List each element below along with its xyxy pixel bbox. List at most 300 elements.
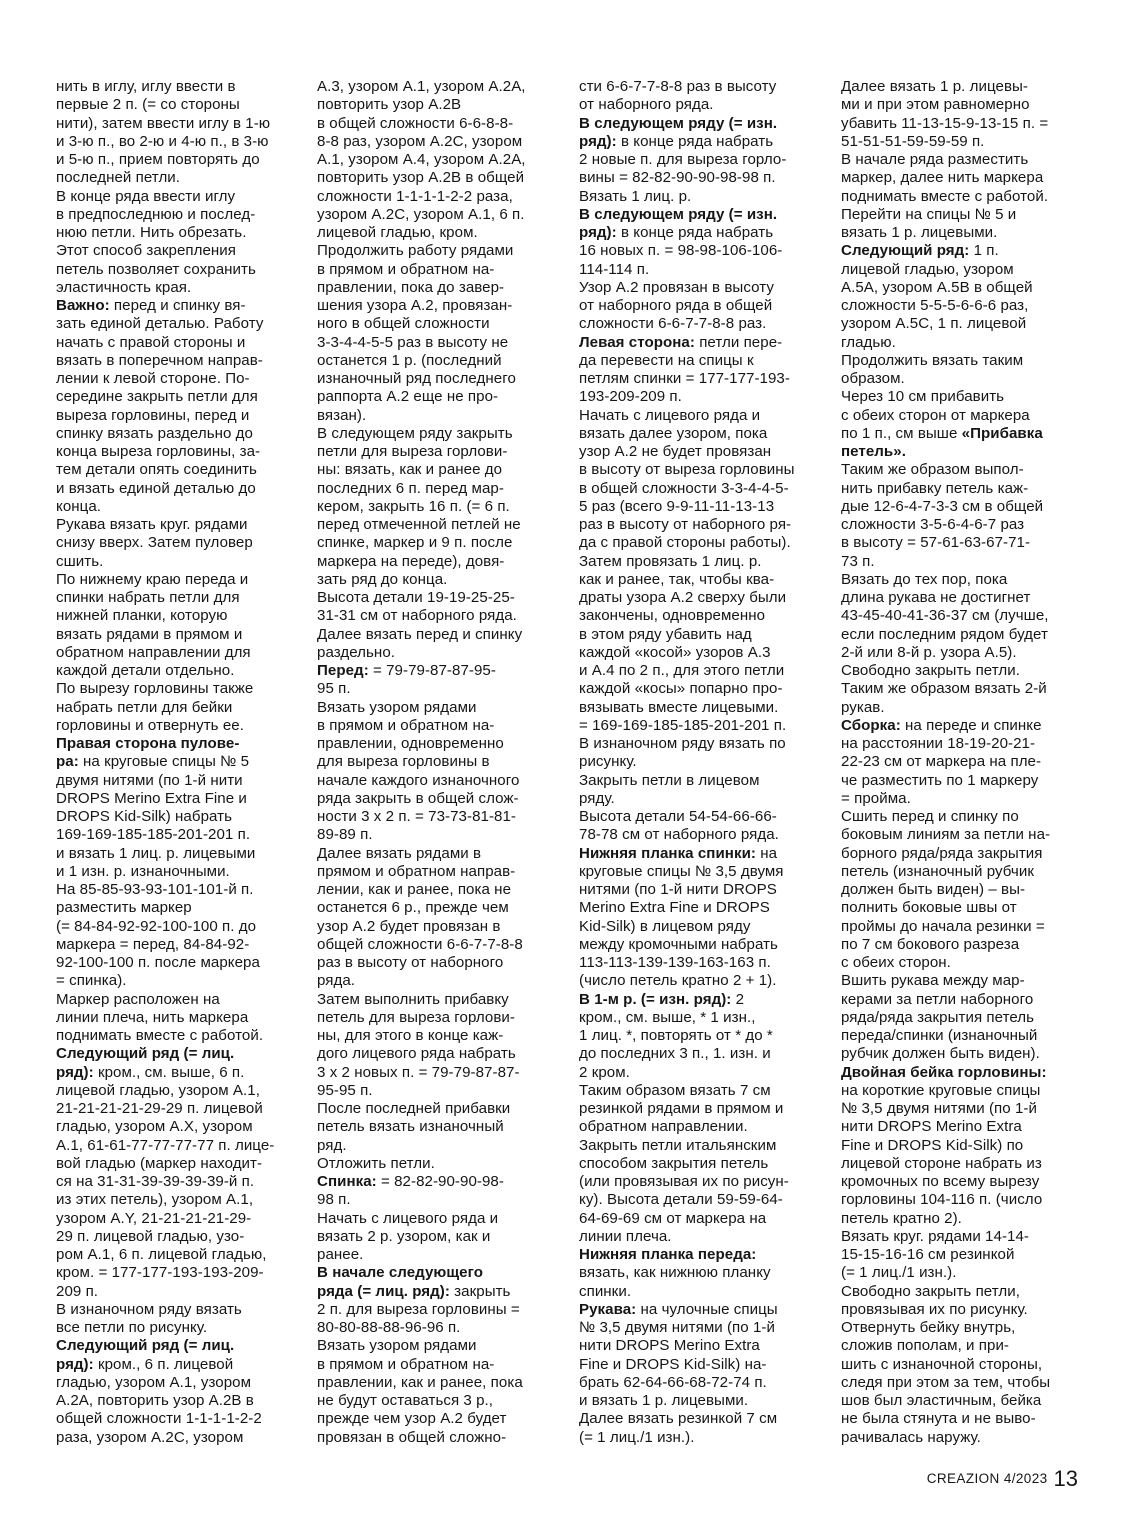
text-line: вязать далее узором, пока — [579, 424, 768, 442]
text-line — [579, 115, 815, 133]
text-line: лицевой гладью, узором А.1, — [56, 1081, 260, 1099]
text-line: 73 п. — [841, 552, 875, 570]
text-line: петлям спинки = 177-177-193- — [579, 370, 790, 387]
text-line: в прямом и обратном на- — [317, 716, 495, 734]
text-line: раздельно. — [317, 643, 396, 661]
text-line: Рукава: на чулочные спицы — [579, 1300, 778, 1318]
bold-run: Правая сторона пулове- — [56, 735, 240, 752]
text-line: для выреза горловины в — [317, 753, 490, 771]
text-line: гладью, узором А.X, узором — [56, 1118, 253, 1136]
text-line: до последних 3 п., 1. изн. и — [579, 1045, 771, 1063]
text-line: (число петель кратно 2 + 1). — [579, 972, 777, 990]
bold-run: Спинка: — [317, 1173, 377, 1190]
text-line: горловины и отвернуть ее. — [56, 716, 244, 734]
text-line: петель (изнаночный рубчик — [841, 862, 1034, 880]
bold-run: ряд): — [579, 224, 617, 241]
text-line: Отвернуть бейку внутрь, — [841, 1319, 1016, 1336]
text-line: боковым линиям за петли на- — [841, 826, 1051, 844]
text-line: да перевести на спицы к — [579, 351, 754, 369]
text-line: вязать в поперечном направ- — [56, 351, 263, 369]
text-line: № 3,5 двумя нитями (по 1-й — [841, 1100, 1037, 1117]
text-line: Следующий ряд: 1 п. — [841, 242, 999, 260]
text-line: 29 п. лицевой гладью, узо- — [56, 1227, 245, 1245]
text-line: повторить узор А.2В в общей — [317, 169, 525, 187]
text-line: А.5А, узором А.5В в общей — [841, 278, 1033, 296]
bold-run: Следующий ряд (= лиц. — [56, 1045, 235, 1063]
text-line: ранее. — [317, 1246, 364, 1263]
text-line: линии плеча, нить маркера — [56, 1008, 249, 1026]
text-line: лицевой гладью, узором — [841, 260, 1014, 278]
page-number: 13 — [1053, 1466, 1078, 1491]
text-line: останется 1 р. (последний — [317, 351, 502, 369]
text-line: узором А.Y, 21-21-21-21-29- — [56, 1209, 252, 1227]
text-line: разместить маркер — [56, 899, 192, 917]
text-line: А.1, узором А.4, узором А.2А, — [317, 151, 526, 168]
text-line: конца выреза горловины, за- — [56, 443, 261, 460]
text-line: и вязать единой деталью до — [56, 479, 256, 497]
text-line: Затем выполнить прибавку — [317, 990, 509, 1008]
text-column-2 — [317, 78, 553, 1447]
text-line: провязывая их по рисунку. — [841, 1300, 1028, 1318]
text-column-3 — [579, 78, 815, 1447]
text-line: вязать 1 р. лицевыми. — [841, 224, 998, 241]
text-line: должен быть виден) – вы- — [841, 881, 1026, 898]
text-line: По нижнему краю переда и — [56, 570, 249, 588]
text-line: петли для выреза горлови- — [317, 443, 508, 460]
text-line: нить в иглу, иглу ввести в — [56, 78, 236, 95]
bold-run: Нижняя планка переда: — [579, 1246, 757, 1263]
text-line: полнить боковые швы от — [841, 899, 1017, 917]
text-line: 95-95 п. — [317, 1081, 373, 1099]
text-line: 5 раз (всего 9-9-11-11-13-13 — [579, 497, 775, 515]
bold-run: Левая сторона: — [579, 333, 695, 351]
text-line: В начале ряда разместить — [841, 151, 1029, 168]
text-line: правлении, одновременно — [317, 735, 504, 752]
text-line: узором А.5С, 1 п. лицевой — [841, 315, 1027, 333]
text-line: Вязать 1 лиц. р. — [579, 187, 692, 205]
text-line: по 7 см бокового разреза — [841, 935, 1020, 953]
text-line: В конце ряда ввести иглу — [56, 187, 236, 205]
text-line: Спинка: = 82-82-90-90-98- — [317, 1173, 504, 1190]
text-line: DROPS Merino Extra Fine и — [56, 789, 247, 807]
text-line: узор А.2 будет провязан в — [317, 917, 501, 935]
text-line: ку). Высота детали 59-59-64- — [579, 1191, 783, 1209]
text-line: маркера на переде), довя- — [317, 552, 505, 570]
text-line: гладью, узором А.1, узором — [56, 1373, 252, 1391]
text-line: (= 84-84-92-92-100-100 п. до — [56, 917, 257, 935]
text-line: спинки. — [579, 1282, 632, 1300]
text-line: каждой детали отдельно. — [56, 662, 235, 679]
text-line: вязать 2 р. узором, как и — [317, 1227, 491, 1245]
text-line: сложности 3-5-6-4-6-7 раз — [841, 516, 1025, 533]
text-line: Отложить петли. — [317, 1154, 435, 1172]
text-line: узором А.2С, узором А.1, 6 п. — [317, 205, 525, 223]
text-line: каждой «косы» попарно про- — [579, 680, 783, 698]
text-line: перед отмеченной петлей не — [317, 516, 521, 533]
text-line: нижней планки, которую — [56, 607, 228, 625]
text-line: После последней прибавки — [317, 1100, 511, 1117]
text-line: (= 1 лиц./1 изн.). — [841, 1264, 957, 1282]
text-line: петель вязать изнаночный — [317, 1118, 504, 1136]
text-line: ром А.1, 6 п. лицевой гладью, — [56, 1246, 267, 1263]
text-line: 113-113-139-139-163-163 п. — [579, 954, 771, 971]
text-line: все петли по рисунку. — [56, 1319, 208, 1336]
text-line: набрать петли для бейки — [56, 698, 233, 716]
text-line: 92-100-100 п. после маркера — [56, 954, 260, 971]
bold-run: Следующий ряд: — [841, 242, 970, 260]
bold-run: Двойная бейка горловины: — [841, 1063, 1047, 1081]
text-line: по 1 п., см выше «Прибавка — [841, 424, 1043, 442]
text-line: 21-21-21-21-29-29 п. лицевой — [56, 1100, 263, 1117]
text-line: ряду. — [579, 789, 615, 807]
text-line: вязать рядами в прямом и — [56, 625, 243, 643]
text-line: сложности 5-5-5-6-6-6 раз, — [841, 297, 1029, 314]
text-line: нити DROPS Merino Extra — [579, 1337, 760, 1355]
text-line: Свободно закрыть петли, — [841, 1282, 1020, 1300]
text-line: обратном направлении для — [56, 643, 251, 661]
text-line: раз в высоту от наборного — [317, 954, 504, 971]
text-line: лении, как и ранее, пока не — [317, 881, 512, 898]
bold-run: ра: — [56, 753, 79, 771]
text-line: с обеих сторон от маркера — [841, 406, 1030, 424]
text-line: в общей сложности 3-3-4-4-5- — [579, 479, 789, 497]
text-line: сложив пополам, и при- — [841, 1337, 1010, 1355]
text-line: 169-169-185-185-201-201 п. — [56, 826, 251, 844]
text-line: лицевой стороне набрать из — [841, 1154, 1042, 1172]
text-line: и вязать 1 р. лицевыми. — [579, 1392, 749, 1409]
text-line: ряд): кром., 6 п. лицевой — [56, 1355, 234, 1373]
text-line: узор А.2 не будет провязан — [579, 443, 772, 460]
text-line: ряда закрыть в общей слож- — [317, 789, 519, 807]
text-line: Вязать узором рядами — [317, 1337, 477, 1355]
text-line: зать единой деталью. Работу — [56, 315, 264, 333]
text-line: зать ряд до конца. — [317, 570, 448, 588]
text-line: да с правой стороны работы). — [579, 534, 791, 552]
text-line: шов был эластичным, бейка — [841, 1392, 1042, 1409]
text-line: эластичность края. — [56, 278, 192, 296]
text-line: Закрыть петли в лицевом — [579, 771, 760, 789]
text-line: Закрыть петли итальянским — [579, 1136, 777, 1154]
text-line: на расстоянии 18-19-20-21- — [841, 735, 1036, 752]
text-line — [579, 206, 815, 224]
text-line: если последним рядом будет — [841, 625, 1048, 643]
text-line: общей сложности 1-1-1-1-2-2 — [56, 1410, 262, 1428]
text-line: По вырезу горловины также — [56, 680, 254, 698]
text-line — [317, 1264, 553, 1282]
text-line: Таким образом вязать 7 см — [579, 1081, 771, 1099]
text-line: следя при этом за тем, чтобы — [841, 1373, 1051, 1391]
text-line: Важно: перед и спинку вя- — [56, 297, 246, 314]
text-line: спинку вязать раздельно до — [56, 424, 253, 442]
text-line: Далее вязать 1 р. лицевы- — [841, 78, 1029, 95]
text-line: на короткие круговые спицы — [841, 1081, 1041, 1099]
page-footer — [927, 1466, 1078, 1492]
text-line: керами за петли наборного — [841, 990, 1034, 1008]
text-line: начать с правой стороны и — [56, 333, 246, 351]
text-line: 2 п. для выреза горловины = — [317, 1300, 520, 1318]
text-line: 98 п. — [317, 1191, 351, 1209]
text-line: 16 новых п. = 98-98-106-106- — [579, 242, 783, 260]
text-line: 89-89 п. — [317, 826, 373, 844]
text-line: нитями (по 1-й нити DROPS — [579, 881, 777, 898]
text-line: ного в общей сложности — [317, 315, 490, 333]
text-line: Продолжить вязать таким — [841, 351, 1024, 369]
text-line: круговые спицы № 3,5 двумя — [579, 862, 784, 880]
text-line: Нижняя планка спинки: на — [579, 844, 778, 862]
text-column-4 — [841, 78, 1077, 1447]
text-line: лицевой гладью, кром. — [317, 224, 478, 241]
text-line: конца. — [56, 497, 102, 515]
text-line: 22-23 см от маркера на пле- — [841, 753, 1042, 771]
text-line: в этом ряду убавить над — [579, 625, 752, 643]
text-line: А.3, узором А.1, узором А.2А, — [317, 78, 526, 95]
text-line: поднимать вместе с работой. — [841, 187, 1049, 205]
text-line: лении к левой стороне. По- — [56, 370, 250, 387]
text-line: от наборного ряда в общей — [579, 297, 773, 314]
text-line: раз в высоту от наборного ря- — [579, 516, 792, 533]
text-line: резинкой рядами в прямом и — [579, 1100, 784, 1117]
text-line: Вшить рукава между мар- — [841, 972, 1025, 990]
text-line: петель для выреза горлови- — [317, 1008, 515, 1026]
text-line: 31-31 см от наборного ряда. — [317, 607, 517, 625]
text-line: проймы до начала резинки = — [841, 917, 1045, 935]
text-line: раппорта А.2 еще не про- — [317, 388, 499, 406]
text-line: и 5-ю п., прием повторять до — [56, 151, 260, 168]
text-line: обратном направлении. — [579, 1118, 748, 1136]
text-line: петель кратно 2). — [841, 1209, 962, 1227]
text-line: брать 62-64-66-68-72-74 п. — [579, 1373, 767, 1391]
text-line: 64-69-69 см от маркера на — [579, 1209, 767, 1227]
text-line: Вязать круг. рядами 14-14- — [841, 1227, 1029, 1245]
text-line: Перейти на спицы № 5 и — [841, 205, 1017, 223]
text-line: = пройма. — [841, 789, 911, 807]
bold-run: Следующий ряд (= лиц. — [56, 1337, 235, 1355]
text-line: спинки набрать петли для — [56, 589, 240, 606]
text-line: дые 12-6-4-7-3-3 см в общей — [841, 497, 1044, 515]
text-line: Далее вязать резинкой 7 см — [579, 1410, 778, 1428]
text-line: последних 6 п. перед мар- — [317, 479, 504, 497]
text-line: = 169-169-185-185-201-201 п. — [579, 716, 787, 734]
text-line: кром., см. выше, * 1 изн., — [579, 1008, 756, 1026]
magazine-issue: CREAZION 4/2023 — [926, 1471, 1048, 1486]
text-line: В следующем ряду закрыть — [317, 424, 513, 442]
text-line: сти 6-6-7-7-8-8 раз в высоту — [579, 78, 777, 95]
text-line: Далее вязать рядами в — [317, 844, 482, 862]
text-line: петель позволяет сохранить — [56, 260, 256, 278]
text-line: нюю петли. Нить обрезать. — [56, 224, 247, 241]
bold-run: Важно: — [56, 297, 110, 314]
text-line: маркера = перед, 84-84-92- — [56, 935, 250, 953]
text-line: горловины 104-116 п. (число — [841, 1191, 1043, 1209]
text-line: = спинка). — [56, 972, 127, 990]
text-line: шения узора А.2, провязан- — [317, 297, 513, 314]
text-column-1 — [56, 78, 292, 1447]
text-line: убавить 11-13-15-9-13-15 п. = — [841, 114, 1049, 132]
text-line: шить с изнаночной стороны, — [841, 1355, 1043, 1373]
text-line: вязывать вместе лицевыми. — [579, 698, 779, 716]
text-line: На 85-85-93-93-101-101-й п. — [56, 881, 254, 898]
bold-run: Рукава: — [579, 1300, 637, 1318]
text-line — [579, 1246, 815, 1264]
text-line: Узор А.2 провязан в высоту — [579, 278, 774, 296]
text-line: В изнаночном ряду вязать — [56, 1300, 242, 1318]
text-line: от наборного ряда. — [579, 96, 714, 114]
text-line: гладью. — [841, 333, 896, 351]
text-line: В 1-м р. (= изн. ряд): 2 — [579, 990, 745, 1008]
text-line: вязать, как нижнюю планку — [579, 1264, 771, 1282]
text-line: 80-80-88-88-96-96 п. — [317, 1319, 461, 1336]
text-line: прямом и обратном направ- — [317, 862, 516, 880]
text-line: В изнаночном ряду вязать по — [579, 735, 786, 752]
text-line: раза, узором А.2С, узором — [56, 1428, 244, 1446]
text-line: Левая сторона: петли пере- — [579, 333, 783, 351]
text-line: Kid-Silk) в лицевом ряду — [579, 917, 751, 935]
text-line: № 3,5 двумя нитями (по 1-й — [579, 1319, 775, 1336]
text-line: не будут оставаться 3 р., — [317, 1392, 494, 1409]
text-line: 43-45-40-41-36-37 см (лучше, — [841, 607, 1049, 625]
bold-run: ряд): — [56, 1355, 94, 1373]
text-line: 193-209-209 п. — [579, 388, 682, 406]
text-line: каждой «косой» узоров А.3 — [579, 643, 771, 661]
text-line: Вязать до тех пор, пока — [841, 570, 1008, 588]
text-line: ряд): кром., см. выше, 6 п. — [56, 1063, 245, 1081]
text-line: Через 10 см прибавить — [841, 388, 1005, 406]
text-line: ряда (= лиц. ряд): закрыть — [317, 1282, 511, 1300]
text-line: ряд. — [317, 1136, 347, 1154]
text-line: 2-й или 8-й р. узора А.5). — [841, 643, 1017, 661]
text-line: начале каждого изнаночного — [317, 771, 520, 789]
text-line: рисунку. — [579, 753, 637, 771]
text-line: вой гладью (маркер находит- — [56, 1154, 263, 1172]
text-line: повторить узор А.2В — [317, 96, 462, 114]
text-line: А.2А, повторить узор А.2В в — [56, 1392, 254, 1409]
text-line: сшить. — [56, 552, 104, 570]
text-line: Затем провязать 1 лиц. р. — [579, 552, 762, 570]
bold-run: Перед: — [317, 662, 369, 679]
bold-run: В 1-м р. (= изн. ряд): — [579, 990, 732, 1008]
text-line: Этот способ закрепления — [56, 242, 236, 260]
text-line: 2 новые п. для выреза горло- — [579, 151, 787, 168]
text-line: с обеих сторон. — [841, 954, 951, 971]
text-line — [841, 443, 1077, 461]
text-line: и вязать 1 лиц. р. лицевыми — [56, 844, 256, 862]
bold-run: ряд): — [579, 132, 617, 150]
bold-run: петель». — [841, 443, 906, 460]
text-line: 3-3-4-4-5-5 раз в высоту не — [317, 333, 509, 351]
text-line — [56, 1337, 292, 1355]
text-line: ряд): в конце ряда набрать — [579, 132, 774, 150]
text-line: в предпоследнюю и послед- — [56, 205, 256, 223]
text-line: в высоту от выреза горловины — [579, 461, 795, 479]
text-line: А.1, 61-61-77-77-77-77 п. лице- — [56, 1136, 275, 1154]
text-line: Свободно закрыть петли. — [841, 662, 1020, 679]
text-line: рукав. — [841, 698, 885, 716]
text-line — [841, 1064, 1077, 1082]
bold-run: В начале следующего — [317, 1264, 483, 1282]
text-line: Рукава вязать круг. рядами — [56, 516, 248, 533]
text-line: Merino Extra Fine и DROPS — [579, 899, 770, 917]
text-line: 8-8 раз, узором А.2С, узором — [317, 132, 523, 150]
bold-run: ряда (= лиц. ряд): — [317, 1282, 450, 1300]
text-line: ности 3 х 2 п. = 73-73-81-81- — [317, 808, 517, 825]
text-line: Вязать узором рядами — [317, 698, 477, 716]
bold-run: «Прибавка — [961, 424, 1043, 442]
text-line: тем детали опять соединить — [56, 461, 257, 479]
text-line: 15-15-16-16 см резинкой — [841, 1246, 1015, 1263]
text-line: ра: на круговые спицы № 5 — [56, 753, 250, 771]
text-line: способом закрытия петель — [579, 1154, 769, 1172]
text-line: первые 2 п. (= со стороны — [56, 96, 240, 114]
text-line: середине закрыть петли для — [56, 388, 258, 406]
text-line: в высоту = 57-61-63-67-71- — [841, 534, 1031, 552]
text-line: Сшить перед и спинку по — [841, 808, 1019, 825]
text-line: последней петли. — [56, 169, 181, 187]
text-line: ны, для этого в конце каж- — [317, 1027, 504, 1044]
text-line: 51-51-51-59-59-59 п. — [841, 132, 985, 150]
text-line: правлении, как и ранее, пока — [317, 1373, 523, 1391]
text-line: останется 6 р., прежде чем — [317, 899, 509, 917]
bold-run: Нижняя планка спинки: — [579, 844, 756, 862]
text-line: ся на 31-31-39-39-39-39-й п. — [56, 1173, 255, 1190]
text-line: длина рукава не достигнет — [841, 589, 1031, 606]
text-line: 2 кром. — [579, 1063, 630, 1081]
text-line: Fine и DROPS Kid-Silk) на- — [579, 1355, 767, 1373]
text-line: (или провязывая их по рисун- — [579, 1173, 789, 1190]
text-line: ряд): в конце ряда набрать — [579, 224, 774, 241]
bold-run: В следующем ряду (= изн. — [579, 114, 778, 132]
text-line: Таким же образом вязать 2-й — [841, 680, 1047, 698]
text-line: 114-114 п. — [579, 260, 650, 278]
text-line: сложности 1-1-1-1-2-2 раза, — [317, 187, 513, 205]
text-line: Начать с лицевого ряда и — [317, 1209, 499, 1227]
text-line: Начать с лицевого ряда и — [579, 406, 761, 424]
text-line: и 3-ю п., во 2-ю и 4-ю п., в 3-ю — [56, 132, 269, 150]
text-line — [56, 735, 292, 753]
text-line: в прямом и обратном на- — [317, 1355, 495, 1373]
text-line: вязан). — [317, 406, 367, 424]
text-line: ряда. — [317, 972, 356, 990]
text-line: ми и при этом равномерно — [841, 96, 1030, 114]
text-line: Fine и DROPS Kid-Silk) по — [841, 1136, 1024, 1154]
text-line: маркер, далее нить маркера — [841, 169, 1044, 187]
text-line: рубчик должен быть виден). — [841, 1045, 1040, 1063]
text-line: 1 лиц. *, повторять от * до * — [579, 1027, 773, 1044]
text-line: борного ряда/ряда закрытия — [841, 844, 1043, 862]
text-line: правлении, пока до завер- — [317, 278, 505, 296]
bold-run: В следующем ряду (= изн. — [579, 205, 778, 223]
text-line — [56, 1045, 292, 1063]
text-line: Продолжить работу рядами — [317, 242, 514, 260]
text-line: в общей сложности 6-6-8-8- — [317, 114, 514, 132]
text-line: Высота детали 19-19-25-25- — [317, 589, 515, 606]
text-line: как и ранее, так, чтобы ква- — [579, 570, 775, 588]
text-line: дого лицевого ряда набрать — [317, 1045, 516, 1063]
text-line: переда/спинки (изнаночный — [841, 1027, 1038, 1044]
text-line: Далее вязать перед и спинку — [317, 625, 523, 643]
text-line: кером, закрыть 16 п. (= 6 п. — [317, 497, 510, 515]
text-line: прежде чем узор А.2 будет — [317, 1410, 507, 1428]
text-line: кром. = 177-177-193-193-209- — [56, 1264, 264, 1282]
text-line: из этих петель), узором А.1, — [56, 1191, 254, 1209]
text-line: DROPS Kid-Silk) набрать — [56, 808, 233, 825]
text-line: закончены, одновременно — [579, 607, 766, 625]
text-line: Маркер расположен на — [56, 990, 220, 1008]
text-line: Высота детали 54-54-66-66- — [579, 808, 777, 825]
text-line: Перед: = 79-79-87-87-95- — [317, 662, 496, 679]
text-line: не была стянута и не выво- — [841, 1410, 1036, 1428]
text-line: (= 1 лиц./1 изн.). — [579, 1428, 695, 1446]
text-line: 209 п. — [56, 1282, 99, 1300]
